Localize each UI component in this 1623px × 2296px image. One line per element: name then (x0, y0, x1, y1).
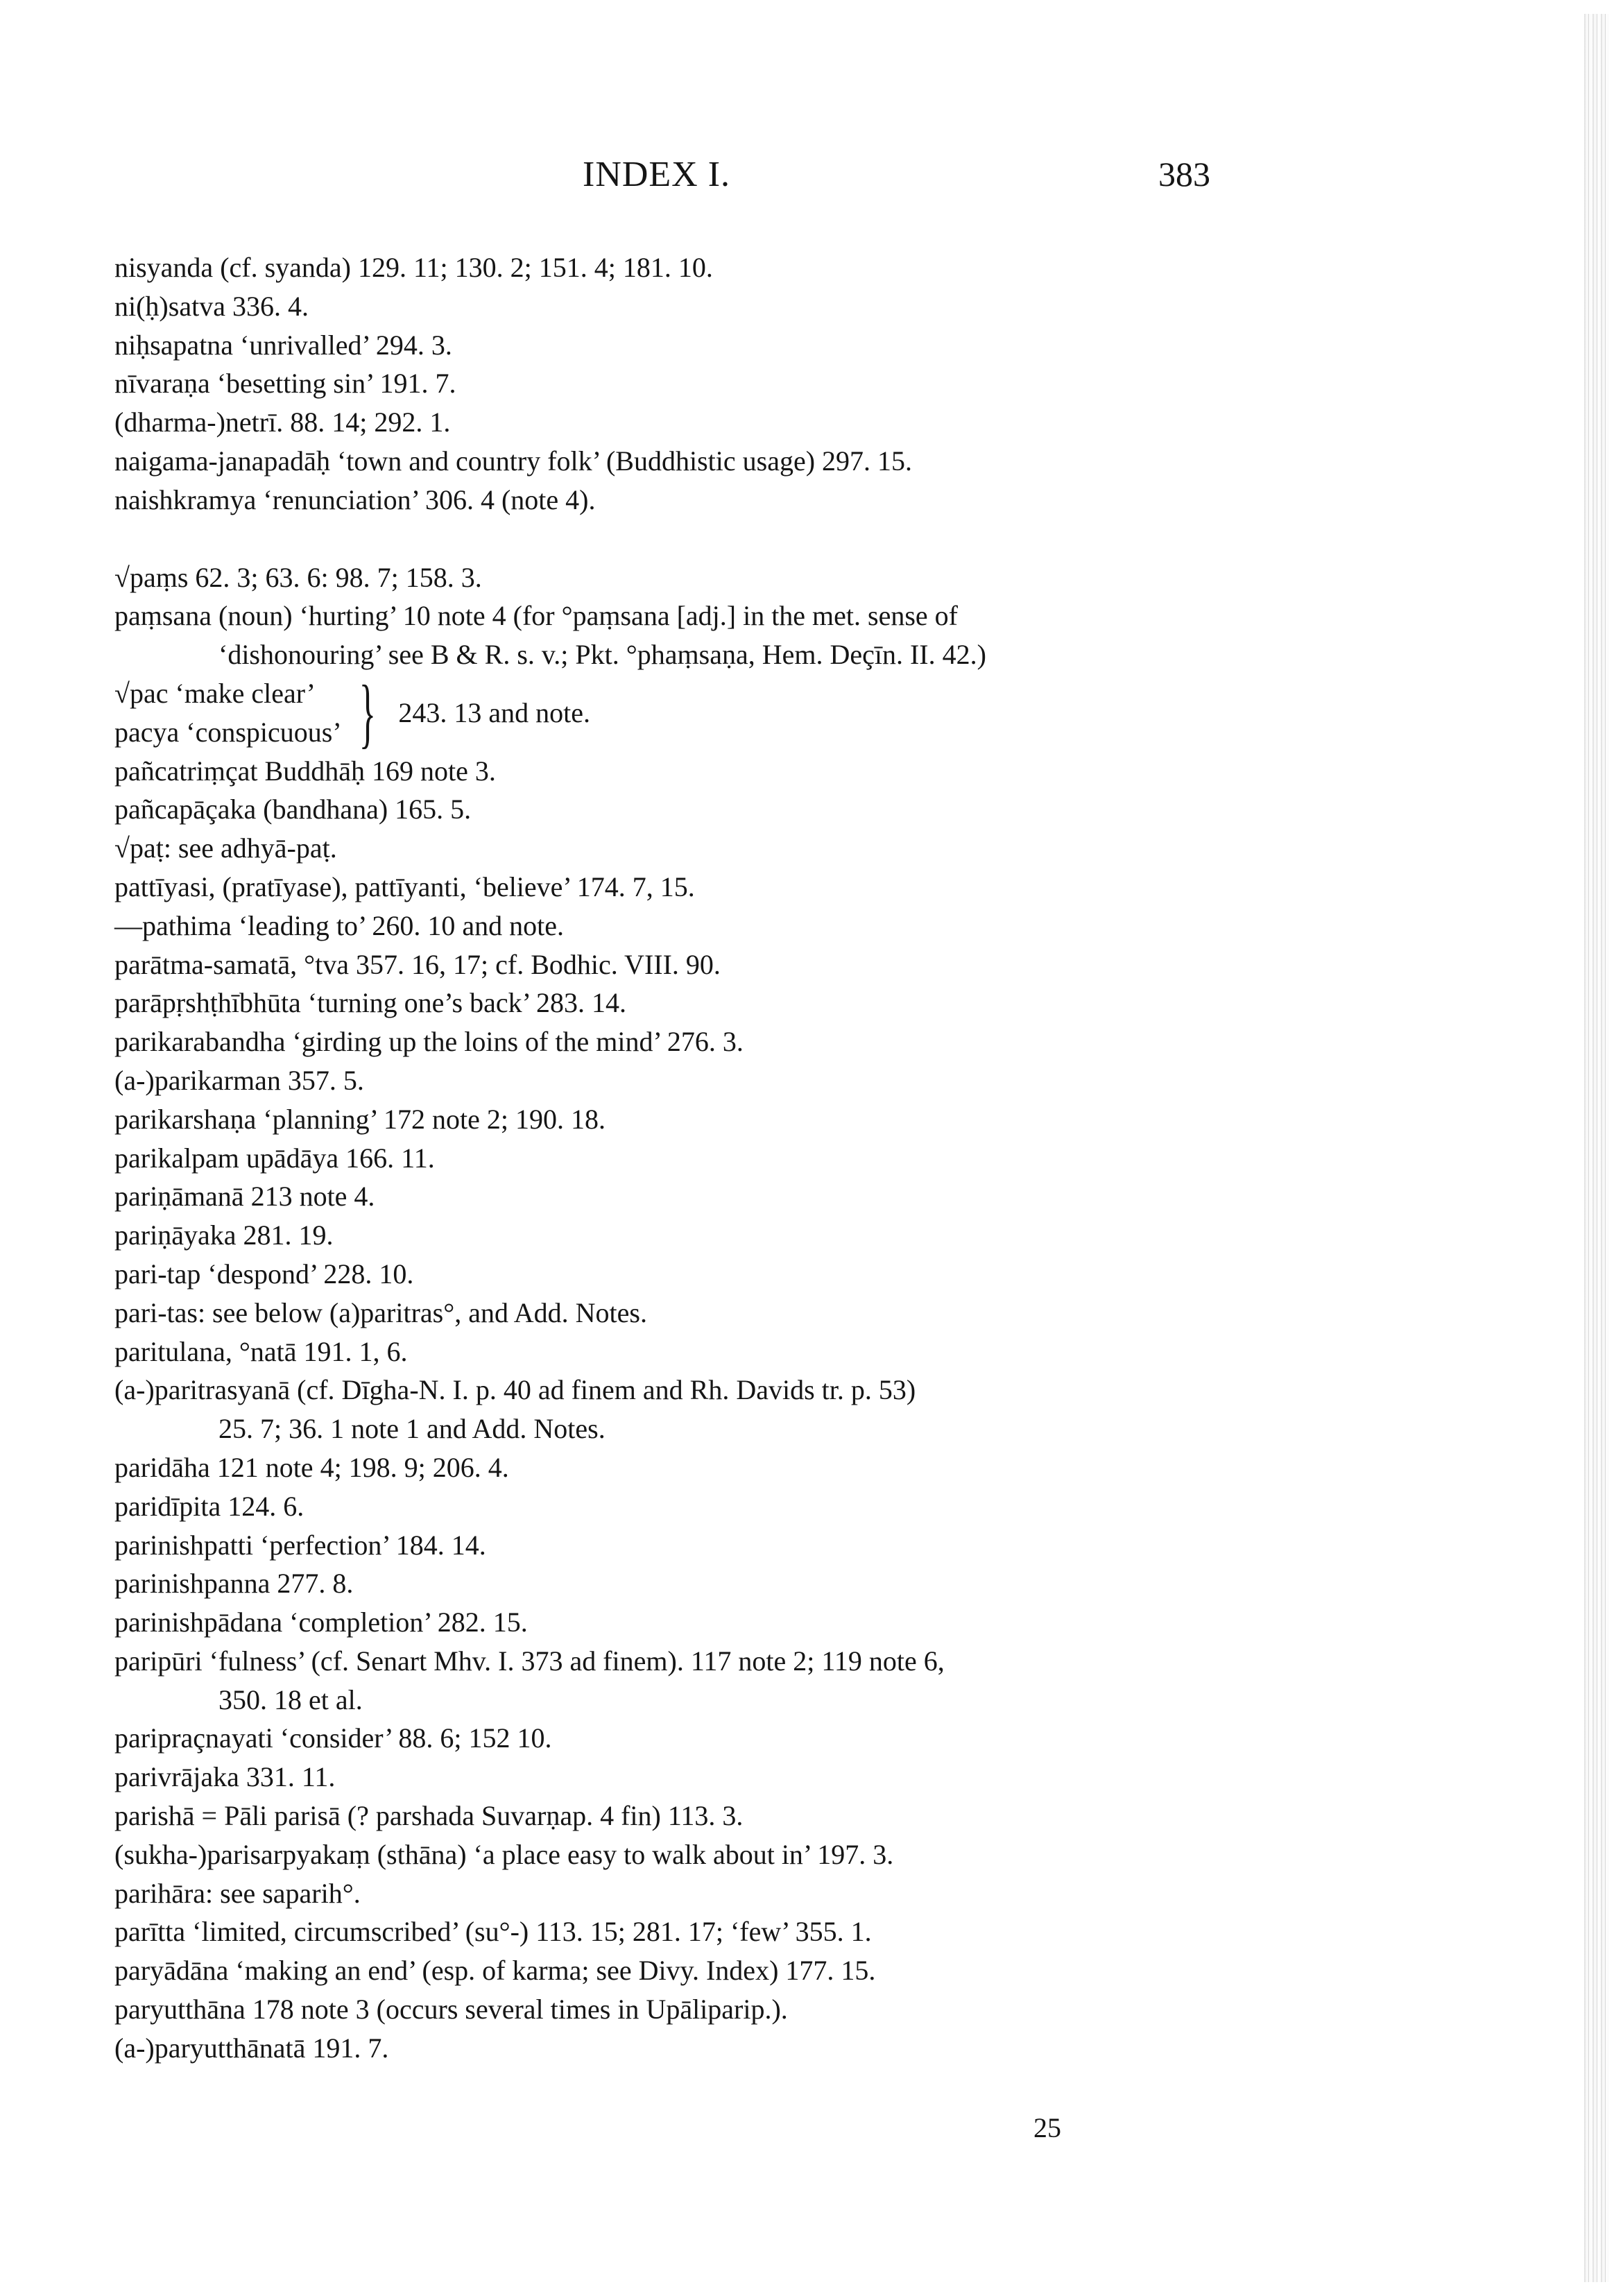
index-entry: parinishpādana ‘completion’ 282. 15. (114, 1607, 528, 1638)
index-entry: naigama-janapadāḥ ‘town and country folk’ (Buddhistic usage) 297. 15. (114, 445, 913, 477)
index-entry: parihāra: see saparih°. (114, 1877, 361, 1909)
section-gap (114, 520, 1266, 558)
index-entry: paṃsana (noun) ‘hurting’ 10 note 4 (for °paṃsana [adj.] in the met. sense of (114, 600, 958, 632)
page-title: INDEX I. (583, 155, 731, 194)
index-entry: naishkramya ‘renunciation’ 306. 4 (note 4). (114, 483, 596, 515)
index-entries (114, 248, 1266, 2068)
index-entry-continuation: 25. 7; 36. 1 note 1 and Add. Notes. (218, 1413, 606, 1445)
right-brace-icon: } (359, 669, 376, 756)
index-entry: paripraçnayati ‘consider’ 88. 6; 152 10. (114, 1722, 552, 1754)
index-entry: pari-tap ‘despond’ 228. 10. (114, 1258, 414, 1290)
index-entry: parātma-samatā, °tva 357. 16, 17; cf. Bodhic. VIII. 90. (114, 948, 721, 980)
index-entry: paridāha 121 note 4; 198. 9; 206. 4. (114, 1451, 509, 1483)
index-entry: parikarabandha ‘girding up the loins of the mind’ 276. 3. (114, 1026, 744, 1058)
index-entry: paryutthāna 178 note 3 (occurs several times in Upāliparip.). (114, 1994, 788, 2025)
index-entry: pañcatriṃçat Buddhāḥ 169 note 3. (114, 755, 496, 787)
index-entry-continuation: 350. 18 et al. (218, 1684, 363, 1715)
brace-group-reference: 243. 13 and note. (398, 696, 591, 728)
brace-group-lines (114, 674, 342, 752)
index-entry: paridīpita 124. 6. (114, 1490, 304, 1522)
index-entry: parāpṛshṭhībhūta ‘turning one’s back’ 283. 14. (114, 987, 626, 1019)
index-entry: pacya ‘conspicuous’ (114, 716, 342, 748)
index-entry: pariṇāmanā 213 note 4. (114, 1181, 375, 1213)
index-entry: pari-tas: see below (a)paritras°, and Add. Notes. (114, 1296, 647, 1328)
index-entry: parikarshaṇa ‘planning’ 172 note 2; 190. 18. (114, 1103, 606, 1135)
index-entry: (dharma-)netrī. 88. 14; 292. 1. (114, 406, 451, 438)
index-entry: (a-)paritrasyanā (cf. Dīgha-N. I. p. 40 ad finem and Rh. Davids tr. p. 53) (114, 1374, 916, 1406)
entries-section-n (114, 248, 1266, 520)
index-entry: —pathima ‘leading to’ 260. 10 and note. (114, 909, 564, 941)
index-entry: paripūri ‘fulness’ (cf. Senart Mhv. I. 373 ad finem). 117 note 2; 119 note 6, (114, 1645, 945, 1677)
index-entry: parītta ‘limited, circumscribed’ (su°-) 113. 15; 281. 17; ‘few’ 355. 1. (114, 1916, 872, 1948)
index-entry: (a-)parikarman 357. 5. (114, 1064, 364, 1096)
index-entry: √pac ‘make clear’ (114, 677, 316, 709)
index-entry: parinishpatti ‘perfection’ 184. 14. (114, 1529, 486, 1561)
signature-mark: 25 (1033, 2112, 1061, 2143)
entries-section-p (114, 558, 1266, 2068)
index-entry: pariṇāyaka 281. 19. (114, 1219, 334, 1251)
index-entry: parinishpanna 277. 8. (114, 1568, 354, 1600)
index-entry: niḥsapatna ‘unrivalled’ 294. 3. (114, 329, 452, 361)
brace-group (114, 669, 1266, 756)
index-entry: parivrājaka 331. 11. (114, 1761, 336, 1793)
index-entry-continuation: ‘dishonouring’ see B & R. s. v.; Pkt. °phaṃsaṇa, Hem. Deçīn. II. 42.) (218, 639, 986, 671)
page-number: 383 (1158, 155, 1210, 194)
index-entry: √paṃs 62. 3; 63. 6: 98. 7; 158. 3. (114, 561, 482, 593)
scan-edge-artifact (1584, 14, 1609, 2282)
index-entry: pañcapāçaka (bandhana) 165. 5. (114, 794, 472, 825)
index-entry: pattīyasi, (pratīyase), pattīyanti, ‘believe’ 174. 7, 15. (114, 871, 695, 902)
page-header (0, 154, 1623, 203)
index-entry: paryādāna ‘making an end’ (esp. of karma; see Divy. Index) 177. 15. (114, 1955, 876, 1987)
index-entry: nīvaraṇa ‘besetting sin’ 191. 7. (114, 368, 456, 400)
index-entry: nisyanda (cf. syanda) 129. 11; 130. 2; 151. 4; 181. 10. (114, 252, 713, 283)
index-entry: paritulana, °natā 191. 1, 6. (114, 1335, 408, 1367)
index-entry: √paṭ: see adhyā-paṭ. (114, 832, 337, 864)
index-entry: parishā = Pāli parisā (? parshada Suvarṇap. 4 fin) 113. 3. (114, 1800, 744, 1832)
index-entry: (a-)paryutthānatā 191. 7. (114, 2032, 389, 2064)
index-entry: ni(ḥ)satva 336. 4. (114, 290, 309, 322)
index-entry: (sukha-)parisarpyakaṃ (sthāna) ‘a place easy to walk about in’ 197. 3. (114, 1838, 894, 1870)
index-entry: parikalpam upādāya 166. 11. (114, 1142, 435, 1174)
